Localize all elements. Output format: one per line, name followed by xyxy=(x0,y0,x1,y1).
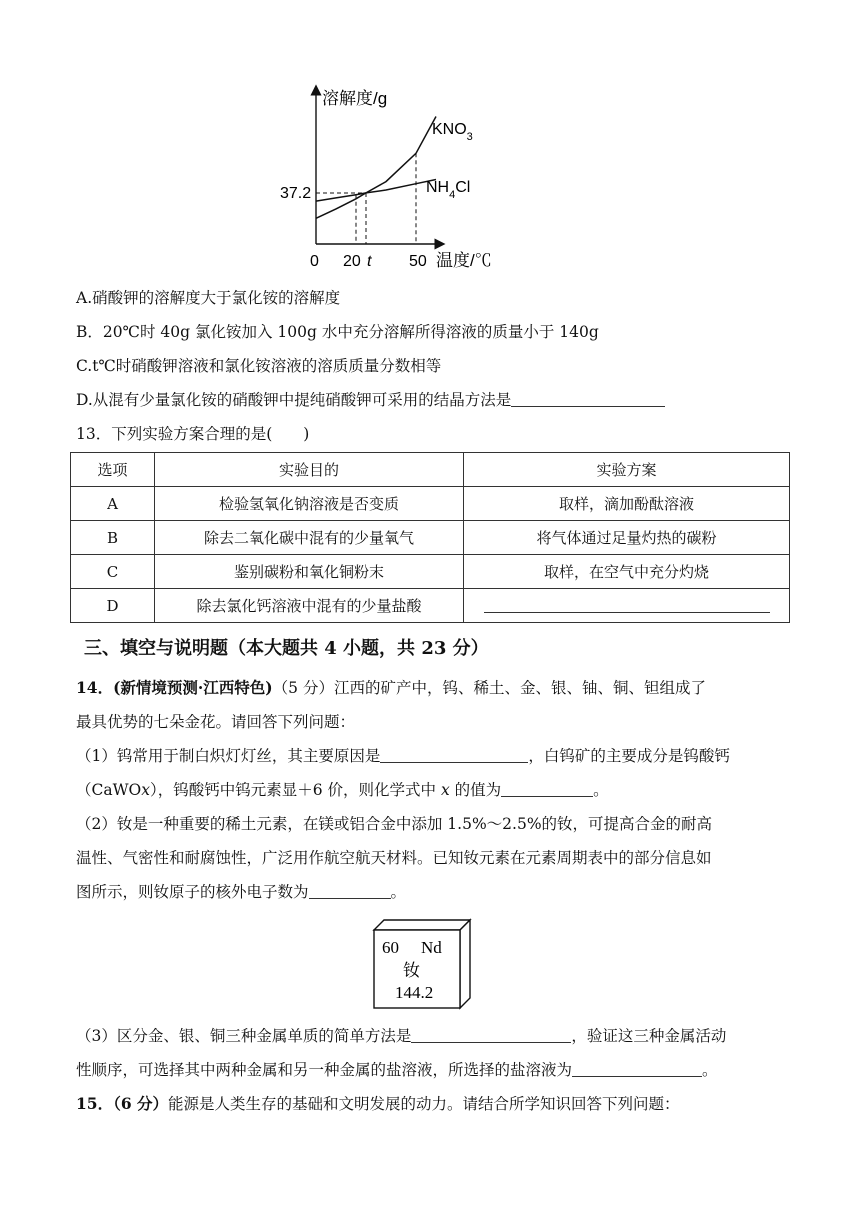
x-tick-50: 50 xyxy=(409,253,427,270)
q14-p1-var-x: x xyxy=(141,781,150,799)
row-option: A xyxy=(71,487,155,521)
element-cell-nd xyxy=(372,918,472,1010)
element-name: 钕 xyxy=(403,961,420,980)
q14-intro-line1 xyxy=(76,678,706,698)
q12-option-c: C.t℃时硝酸钾溶液和氯化铵溶液的溶质质量分数相等 xyxy=(76,357,442,375)
kno3-label: $KNO_3$ xyxy=(432,121,473,143)
x-tick-0: 0 xyxy=(310,253,319,270)
q14-intro: 江西的矿产中，钨、稀土、金、银、铀、铜、钽组成了 xyxy=(333,679,706,697)
atomic-mass: 144.2 xyxy=(395,983,434,1002)
q14-p2-text-c: 图所示，则钕原子的核外电子数为 xyxy=(76,883,309,901)
x-tick-20: 20 xyxy=(343,253,361,270)
answer-blank[interactable] xyxy=(484,596,770,613)
q14-p3-text-b: ，验证这三种金属活动 xyxy=(571,1027,727,1045)
q14-p1-text-a: （1）钨常用于制白炽灯灯丝，其主要原因是 xyxy=(76,747,381,765)
q14-p1-text-c: （CaWO xyxy=(76,781,142,799)
q14-number: 14． xyxy=(76,678,114,697)
q14-p3-text-c: 性顺序，可选择其中两种金属和另一种金属的盐溶液，所选择的盐溶液为 xyxy=(76,1061,573,1079)
answer-blank[interactable] xyxy=(309,882,391,899)
q14-intro-line2: 最具优势的七朵金花。请回答下列问题： xyxy=(76,713,356,731)
row-option: B xyxy=(71,521,155,555)
q14-p1-var-x2: x xyxy=(440,781,450,799)
nh4cl-label: $NH_4Cl$ xyxy=(426,179,471,201)
header-option: 选项 xyxy=(71,453,155,487)
atomic-number: 60 xyxy=(382,938,399,957)
solubility-chart xyxy=(280,84,512,274)
q14-part2-line3 xyxy=(76,882,406,902)
row-option: D xyxy=(71,589,155,623)
q14-part1-line1 xyxy=(76,746,730,766)
x-tick-t: t xyxy=(367,253,372,270)
experiment-table xyxy=(70,452,790,623)
q14-part2-line1: （2）钕是一种重要的稀土元素，在镁或铝合金中添加 1.5%～2.5%的钕，可提高合金的耐高 xyxy=(76,815,713,833)
table-row xyxy=(71,589,790,623)
q15-line xyxy=(76,1094,680,1114)
x-axis-label: 温度/℃ xyxy=(436,251,492,270)
q15-number: 15． xyxy=(76,1094,114,1113)
q14-tag: (新情境预测·江西特色) xyxy=(113,678,273,697)
q12-option-a: A.硝酸钾的溶解度大于氯化铵的溶解度 xyxy=(76,289,341,307)
table-row xyxy=(71,521,790,555)
row-plan: 将气体通过足量灼热的碳粉 xyxy=(464,521,790,555)
q14-part3-line2 xyxy=(76,1060,718,1080)
section-title: 三、填空与说明题（本大题共 4 小题，共 23 分） xyxy=(84,638,489,659)
row-plan: 取样，在空气中充分灼烧 xyxy=(464,555,790,589)
q14-part3-line1 xyxy=(76,1026,726,1046)
row-goal: 除去二氧化碳中混有的少量氧气 xyxy=(155,521,464,555)
nh4cl-curve xyxy=(316,180,436,202)
kno3-curve xyxy=(316,117,436,219)
row-goal: 鉴别碳粉和氧化铜粉末 xyxy=(155,555,464,589)
answer-blank[interactable] xyxy=(411,1026,571,1043)
q14-score: （5 分） xyxy=(272,679,334,697)
q14-p1-text-f: 。 xyxy=(593,781,609,799)
q14-p3-text-a: （3）区分金、银、铜三种金属单质的简单方法是 xyxy=(76,1027,412,1045)
q12-option-d xyxy=(76,390,665,410)
y-axis-label: 溶解度/g xyxy=(322,89,388,108)
q13-stem: 13．下列实验方案合理的是( ) xyxy=(76,425,310,443)
y-tick-37-2: 37.2 xyxy=(280,185,312,202)
row-goal: 检验氢氧化钠溶液是否变质 xyxy=(155,487,464,521)
row-option: C xyxy=(71,555,155,589)
q14-p1-text-d: ），钨酸钙中钨元素显＋6 价，则化学式中 xyxy=(150,781,441,799)
row-goal: 除去氯化钙溶液中混有的少量盐酸 xyxy=(155,589,464,623)
q15-score: （6 分） xyxy=(113,1094,169,1113)
table-row xyxy=(71,555,790,589)
q12-option-b: B．20℃时 40g 氯化铵加入 100g 水中充分溶解所得溶液的质量小于 140g xyxy=(76,323,599,341)
row-plan: 取样，滴加酚酞溶液 xyxy=(464,487,790,521)
header-goal: 实验目的 xyxy=(155,453,464,487)
q14-part2-line2: 温性、气密性和耐腐蚀性，广泛用作航空航天材料。已知钕元素在元素周期表中的部分信息如 xyxy=(76,849,712,867)
q14-p1-text-e: 的值为 xyxy=(449,781,502,799)
q14-p2-text-d: 。 xyxy=(390,883,407,901)
element-symbol: Nd xyxy=(421,938,442,957)
answer-blank[interactable] xyxy=(380,746,528,763)
table-row xyxy=(71,487,790,521)
header-plan: 实验方案 xyxy=(464,453,790,487)
answer-blank[interactable] xyxy=(511,390,665,407)
q14-part1-line2 xyxy=(76,780,609,800)
q15-text: 能源是人类生存的基础和文明发展的动力。请结合所学知识回答下列问题： xyxy=(168,1095,680,1113)
q12-option-d-text: D.从混有少量氯化铵的硝酸钾中提纯硝酸钾可采用的结晶方法是 xyxy=(76,391,512,409)
table-header-row xyxy=(71,453,790,487)
answer-blank[interactable] xyxy=(572,1060,702,1077)
q14-p1-text-b: ，白钨矿的主要成分是钨酸钙 xyxy=(528,747,730,765)
q14-p3-text-d: 。 xyxy=(702,1061,718,1079)
answer-blank[interactable] xyxy=(501,780,593,797)
row-plan-blank[interactable] xyxy=(464,589,790,623)
